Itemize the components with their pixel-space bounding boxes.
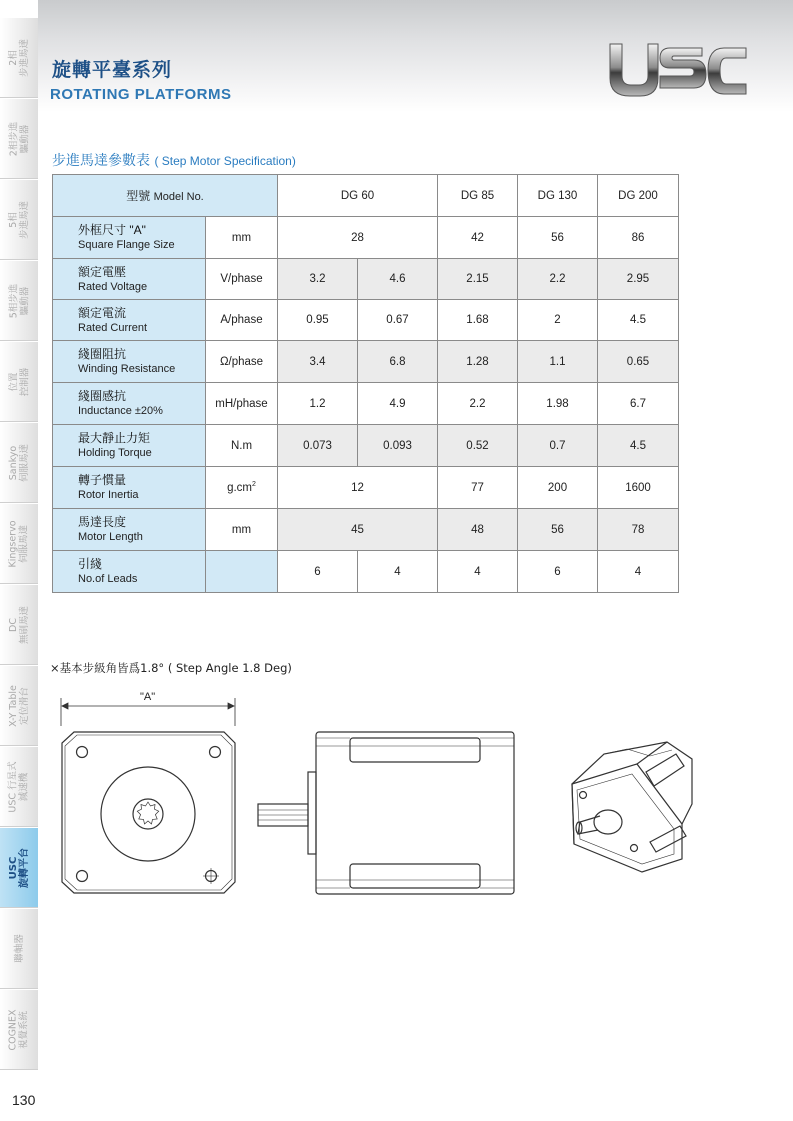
unit-cell: Ω/phase: [206, 341, 278, 383]
value-cell: 1.2: [278, 383, 358, 425]
model-dg85: DG 85: [438, 175, 518, 217]
value-cell: 4.9: [358, 383, 438, 425]
table-row: [53, 259, 679, 300]
param-name-en: Rotor Inertia: [78, 489, 139, 501]
value-cell: 0.52: [438, 425, 518, 467]
value-cell: 1600: [598, 467, 679, 509]
param-name-en: Winding Resistance: [78, 363, 176, 375]
motor-drawings: [52, 694, 712, 914]
value-cell: 6.7: [598, 383, 679, 425]
model-dg60: DG 60: [278, 175, 438, 217]
unit-cell: [206, 551, 278, 593]
side-tab-5phase-driver[interactable]: [0, 261, 38, 341]
value-cell: 3.4: [278, 341, 358, 383]
side-tab-label: Kingservo 伺服馬達: [8, 519, 30, 568]
unit-cell: mH/phase: [206, 383, 278, 425]
value-cell: 0.95: [278, 300, 358, 341]
unit-cell: [206, 467, 278, 509]
value-cell: 1.68: [438, 300, 518, 341]
value-cell: 4.5: [598, 300, 679, 341]
side-tab-2phase-motor[interactable]: [0, 18, 38, 98]
side-tab-label: 5相 步進馬達: [8, 200, 31, 239]
value-cell: 1.98: [518, 383, 598, 425]
value-cell: 78: [598, 509, 679, 551]
value-cell: 1.28: [438, 341, 518, 383]
side-view: [258, 732, 514, 894]
table-row: [53, 467, 679, 509]
side-tab-kingservo[interactable]: [0, 504, 38, 584]
value-cell: 0.67: [358, 300, 438, 341]
side-tab-label: 2相步進 驅動器: [7, 121, 30, 156]
table-header-row: [53, 175, 679, 217]
param-cell: [53, 383, 206, 425]
value-cell: 4: [438, 551, 518, 593]
table-row: [53, 341, 679, 383]
value-cell: 6.8: [358, 341, 438, 383]
model-label-cn: 型號: [126, 189, 151, 203]
value-cell: 6: [518, 551, 598, 593]
page-title: 旋轉平臺系列: [52, 59, 173, 81]
param-name-en: Inductance ±20%: [78, 405, 163, 417]
side-tab-coupling[interactable]: [0, 909, 38, 989]
value-cell: 4: [358, 551, 438, 593]
value-cell: 56: [518, 217, 598, 259]
value-cell: 48: [438, 509, 518, 551]
table-row: [53, 383, 679, 425]
unit-cell: V/phase: [206, 259, 278, 300]
dimension-line: [61, 698, 235, 726]
param-name-cn: 綫圈阻抗: [78, 347, 127, 361]
side-tab-label: Sankyo 伺服馬達: [8, 443, 31, 482]
value-cell: 2.2: [518, 259, 598, 300]
side-tab-label: X-Y Table 定位滑台: [8, 684, 31, 727]
param-name-cn: 轉子慣量: [78, 473, 127, 487]
model-label-en: Model No.: [153, 191, 204, 203]
unit-text: g.cm: [227, 481, 252, 494]
value-cell: 0.093: [358, 425, 438, 467]
side-tab-sankyo-servo[interactable]: [0, 423, 38, 503]
value-cell: 4: [598, 551, 679, 593]
spec-table: [52, 174, 679, 593]
param-cell: [53, 300, 206, 341]
side-tab-label: DC 無刷馬達: [8, 605, 31, 644]
model-label-cell: [53, 175, 278, 217]
table-row: [53, 551, 679, 593]
side-tab-2phase-driver[interactable]: [0, 99, 38, 179]
value-cell: 2: [518, 300, 598, 341]
param-cell: [53, 425, 206, 467]
value-cell: 42: [438, 217, 518, 259]
value-cell: 28: [278, 217, 438, 259]
param-name-en: Square Flange Size: [78, 239, 175, 251]
side-tab-xy-table[interactable]: [0, 666, 38, 746]
front-view: [62, 732, 235, 893]
param-name-cn: 額定電壓: [78, 264, 127, 279]
param-name-cn: 外框尺寸 "A": [78, 223, 146, 237]
table-row: [53, 217, 679, 259]
usc-logo: [606, 40, 748, 102]
value-cell: 56: [518, 509, 598, 551]
param-name-en: Motor Length: [78, 531, 143, 543]
value-cell: 4.5: [598, 425, 679, 467]
page-subtitle: ROTATING PLATFORMS: [50, 86, 232, 103]
side-tab-label: 2相 步進馬達: [8, 38, 31, 77]
side-tab-rotating-platform[interactable]: [0, 828, 38, 908]
param-cell: [53, 509, 206, 551]
param-cell: [53, 467, 206, 509]
side-tab-label: USC 行星式 減速機: [8, 760, 31, 813]
section-title: [52, 150, 296, 170]
side-tab-position-controller[interactable]: [0, 342, 38, 422]
param-cell: [53, 341, 206, 383]
side-tab-label: 聯軸器: [13, 934, 25, 963]
side-tab-label: COGNEX 視覺系統: [8, 1008, 30, 1051]
value-cell: 86: [598, 217, 679, 259]
value-cell: 4.6: [358, 259, 438, 300]
unit-cell: mm: [206, 217, 278, 259]
unit-cell: N.m: [206, 425, 278, 467]
side-tab-bar: [0, 18, 38, 1070]
value-cell: 200: [518, 467, 598, 509]
param-cell: [53, 551, 206, 593]
value-cell: 2.2: [438, 383, 518, 425]
param-name-cn: 綫圈感抗: [78, 389, 127, 403]
value-cell: 0.7: [518, 425, 598, 467]
param-name-en: Rated Voltage: [78, 280, 148, 293]
value-cell: 12: [278, 467, 438, 509]
unit-superscript: 2: [252, 481, 256, 489]
param-name-en: Holding Torque: [78, 447, 152, 459]
param-cell: [53, 217, 206, 259]
isometric-view: [572, 742, 692, 872]
dimension-label: "A": [140, 691, 156, 703]
model-dg130: DG 130: [518, 175, 598, 217]
value-cell: 1.1: [518, 341, 598, 383]
value-cell: 3.2: [278, 259, 358, 300]
unit-cell: mm: [206, 509, 278, 551]
side-tab-label: USC 旋轉平台: [8, 847, 30, 888]
side-tab-label: 位置 控制器: [7, 367, 30, 396]
section-title-cn: 步進馬達參數表: [52, 153, 150, 169]
value-cell: 0.65: [598, 341, 679, 383]
table-row: [53, 300, 679, 341]
footnote: ×基本步級角皆爲1.8° ( Step Angle 1.8 Deg): [50, 661, 292, 675]
value-cell: 2.15: [438, 259, 518, 300]
logo-text: USC: [677, 100, 680, 101]
param-name-en: No.of Leads: [78, 573, 138, 585]
side-tab-dc-brushless[interactable]: [0, 585, 38, 665]
side-tab-planetary-reducer[interactable]: [0, 747, 38, 827]
side-tab-5phase-motor[interactable]: [0, 180, 38, 260]
param-name-cn: 額定電流: [78, 305, 127, 320]
unit-cell: A/phase: [206, 300, 278, 341]
value-cell: 45: [278, 509, 438, 551]
table-row: [53, 425, 679, 467]
side-tab-label: 5相步進 驅動器: [7, 283, 30, 318]
value-cell: 0.073: [278, 425, 358, 467]
value-cell: 77: [438, 467, 518, 509]
value-cell: 2.95: [598, 259, 679, 300]
model-dg200: DG 200: [598, 175, 679, 217]
param-cell: [53, 259, 206, 300]
param-name-cn: 最大靜止力矩: [78, 431, 151, 445]
param-name-en: Rated Current: [78, 321, 148, 334]
table-row: [53, 509, 679, 551]
value-cell: 6: [278, 551, 358, 593]
param-name-cn: 馬達長度: [78, 515, 127, 529]
param-name-cn: 引綫: [78, 557, 103, 571]
section-title-en: ( Step Motor Specification): [154, 154, 296, 168]
page-number: 130: [12, 1092, 36, 1108]
side-tab-cognex-vision[interactable]: [0, 990, 38, 1070]
